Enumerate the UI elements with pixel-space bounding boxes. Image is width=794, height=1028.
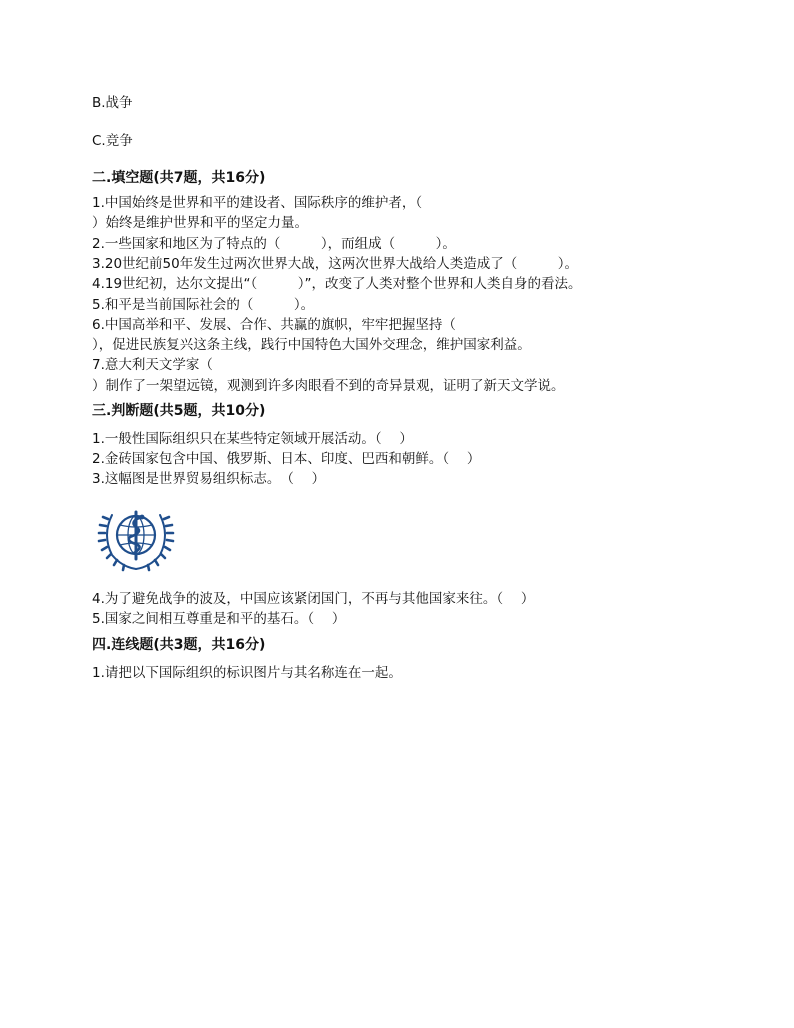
- fill-q1-line1: 1.中国始终是世界和平的建设者、国际秩序的维护者，（: [92, 195, 423, 211]
- judge-q3: 3.这幅图是世界贸易组织标志。 （ ）: [92, 471, 326, 487]
- section4-title: 四.连线题(共3题，共16分): [92, 637, 266, 653]
- option-b: B.战争: [92, 95, 133, 111]
- fill-q7-line1: 7.意大利天文学家（: [92, 357, 213, 373]
- judge-q4: 4.为了避免战争的波及，中国应该紧闭国门，不再与其他国家来往。（ ）: [92, 591, 535, 607]
- judge-q2: 2.金砖国家包含中国、俄罗斯、日本、印度、巴西和朝鲜。（ ）: [92, 451, 481, 467]
- fill-q1-line2: ）始终是维护世界和平的坚定力量。: [92, 215, 308, 231]
- fill-q7-line2: ）制作了一架望远镜，观测到许多肉眼看不到的奇异景观，证明了新天文学说。: [92, 378, 565, 394]
- fill-q3: 3.20世纪前50年发生过两次世界大战，这两次世界大战给人类造成了（ ）。: [92, 256, 578, 272]
- match-q1: 1.请把以下国际组织的标识图片与其名称连在一起。: [92, 665, 402, 681]
- fill-q6-line1: 6.中国高举和平、发展、合作、共赢的旗帜，牢牢把握坚持（: [92, 317, 456, 333]
- option-c: C.竞争: [92, 133, 133, 149]
- section2-title: 二.填空题(共7题，共16分): [92, 170, 266, 186]
- judge-q5: 5.国家之间相互尊重是和平的基石。（ ）: [92, 611, 346, 627]
- fill-q2: 2.一些国家和地区为了特点的（ ），而组成（ ）。: [92, 236, 456, 252]
- un-emblem-logo-image: [96, 497, 176, 577]
- fill-q6-line2: ），促进民族复兴这条主线，践行中国特色大国外交理念，维护国家利益。: [92, 337, 531, 353]
- fill-q5: 5.和平是当前国际社会的（ ）。: [92, 297, 315, 313]
- section3-title: 三.判断题(共5题，共10分): [92, 403, 266, 419]
- fill-q4: 4.19世纪初，达尔文提出“（ ）”，改变了人类对整个世界和人类自身的看法。: [92, 276, 582, 292]
- judge-q1: 1.一般性国际组织只在某些特定领域开展活动。（ ）: [92, 431, 413, 447]
